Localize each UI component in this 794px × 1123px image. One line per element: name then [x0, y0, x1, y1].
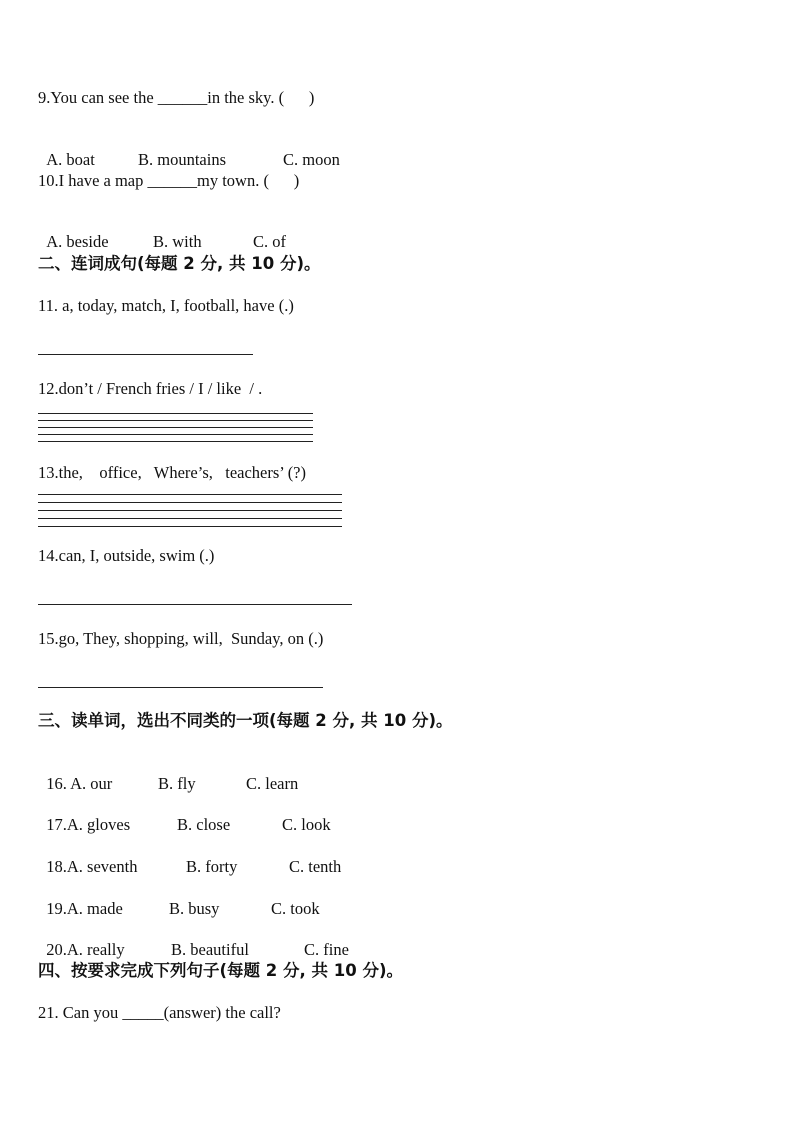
answer-line[interactable] [38, 420, 313, 421]
option-c[interactable]: C. look [282, 815, 331, 834]
section-4-heading: 四、按要求完成下列句子(每题 2 分, 共 10 分)。 [38, 961, 404, 980]
option-b[interactable]: B. close [177, 815, 231, 834]
option-a[interactable]: 20.A. really [46, 940, 125, 959]
answer-line[interactable] [38, 494, 342, 495]
question-11-stem: 11. a, today, match, I, football, have (.) [38, 296, 294, 315]
question-15-stem: 15.go, They, shopping, will, Sunday, on (.) [38, 629, 324, 648]
question-14-stem: 14.can, I, outside, swim (.) [38, 546, 215, 565]
question-12-stem: 12.don’t / French fries / I / like / . [38, 379, 263, 398]
answer-line[interactable] [38, 441, 313, 442]
option-a[interactable]: 16. A. our [46, 774, 113, 793]
answer-line[interactable] [38, 526, 342, 527]
option-b[interactable]: B. busy [169, 899, 220, 918]
question-16 [38, 754, 299, 794]
question-10-options [38, 212, 286, 252]
section-2-heading: 二、连词成句(每题 2 分, 共 10 分)。 [38, 254, 321, 273]
answer-line[interactable] [38, 502, 342, 503]
option-b[interactable]: B. forty [186, 857, 238, 876]
option-b[interactable]: B. fly [158, 774, 196, 793]
answer-line[interactable] [38, 413, 313, 414]
question-10-stem: 10.I have a map ______my town. ( ) [38, 171, 300, 190]
option-a[interactable]: 18.A. seventh [46, 857, 138, 876]
option-c[interactable]: C. learn [246, 774, 299, 793]
option-c[interactable]: C. tenth [289, 857, 342, 876]
option-b[interactable]: B. with [153, 232, 202, 251]
answer-line[interactable] [38, 354, 253, 355]
answer-line[interactable] [38, 518, 342, 519]
answer-line[interactable] [38, 604, 352, 605]
question-21-stem: 21. Can you _____(answer) the call? [38, 1003, 281, 1022]
answer-line[interactable] [38, 427, 313, 428]
option-c[interactable]: C. moon [283, 150, 340, 169]
option-a[interactable]: 17.A. gloves [46, 815, 131, 834]
section-3-heading: 三、读单词，选出不同类的一项(每题 2 分, 共 10 分)。 [38, 711, 453, 730]
option-c[interactable]: C. fine [304, 940, 349, 959]
answer-line[interactable] [38, 510, 342, 511]
question-20 [38, 920, 349, 960]
option-a[interactable]: A. boat [46, 150, 95, 169]
question-9-options [38, 130, 340, 170]
answer-line[interactable] [38, 687, 323, 688]
option-b[interactable]: B. beautiful [171, 940, 249, 959]
question-18 [38, 837, 342, 877]
question-9-stem: 9.You can see the ______in the sky. ( ) [38, 88, 315, 107]
question-17 [38, 795, 331, 835]
question-19 [38, 879, 320, 919]
option-a[interactable]: 19.A. made [46, 899, 123, 918]
option-c[interactable]: C. of [253, 232, 286, 251]
question-13-stem: 13.the, office, Where’s, teachers’ (?) [38, 463, 307, 482]
option-b[interactable]: B. mountains [138, 150, 227, 169]
option-c[interactable]: C. took [271, 899, 320, 918]
option-a[interactable]: A. beside [46, 232, 109, 251]
answer-line[interactable] [38, 434, 313, 435]
